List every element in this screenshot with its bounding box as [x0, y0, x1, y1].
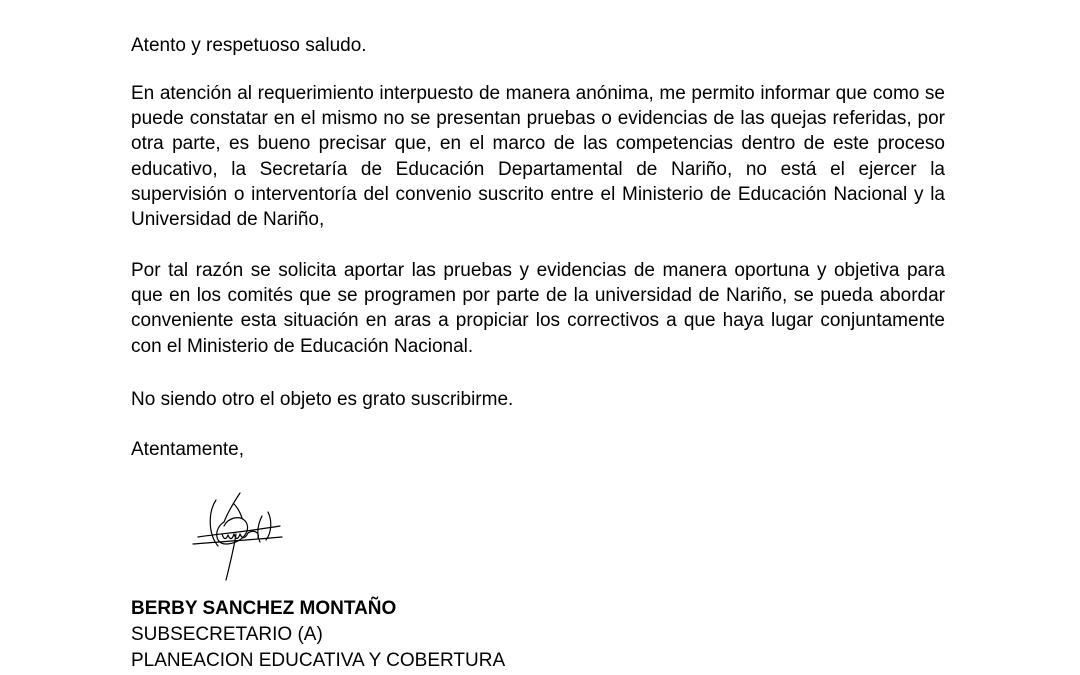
- body-paragraph-3: No siendo otro el objeto es grato suscribirme.: [131, 389, 514, 410]
- handwritten-signature: [188, 488, 288, 588]
- body-paragraph-2: Por tal razón se solicita aportar las pruebas y evidencias de manera oportuna y objetiva para que en los comités que se programen por parte de la universidad de Nariño, se pueda abordar conveniente esta situación en aras a propiciar los correctivos a que haya lugar conjuntamente con el Ministerio de Educación Nacional.: [131, 260, 945, 357]
- body-paragraph-1: En atención al requerimiento interpuesto de manera anónima, me permito informar que como se puede constatar en el mismo no se presentan pruebas o evidencias de las quejas referidas, por otra parte, es bueno precisar que, en el marco de las competencias dentro de este proceso educativo, la Secretaría de Educación Departamental de Nariño, no está el ejercer la supervisión o interventoría del convenio suscrito entre el Ministerio de Educación Nacional y la Universidad de Nariño,: [131, 83, 945, 231]
- signatory-department: PLANEACION EDUCATIVA Y COBERTURA: [131, 650, 506, 671]
- signatory-name: BERBY SANCHEZ MONTAÑO: [131, 598, 397, 619]
- greeting: Atento y respetuoso saludo.: [131, 35, 367, 56]
- signatory-title: SUBSECRETARIO (A): [131, 624, 323, 645]
- closing-salutation: Atentamente,: [131, 439, 245, 460]
